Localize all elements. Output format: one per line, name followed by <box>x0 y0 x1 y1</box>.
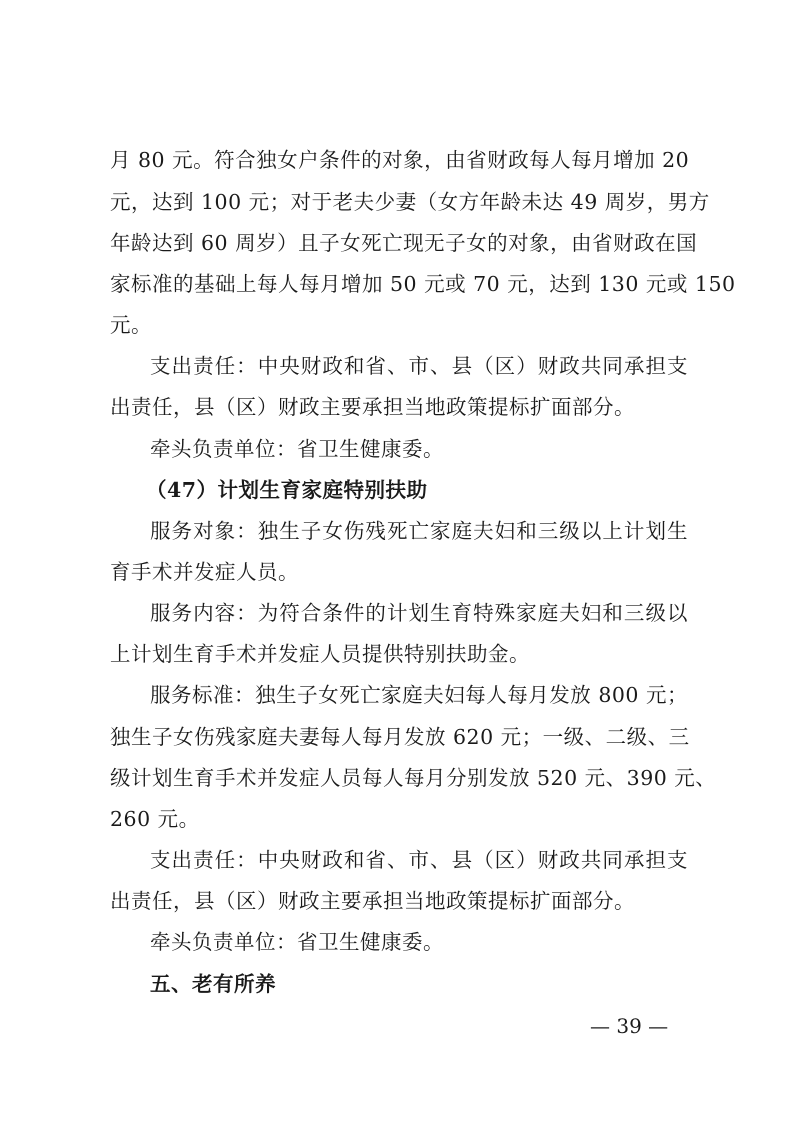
body-line: 元，达到 100 元；对于老夫少妻（女方年龄未达 49 周岁，男方 <box>110 190 710 214</box>
body-line: 家标准的基础上每人每月增加 50 元或 70 元，达到 130 元或 150 <box>110 272 736 296</box>
body-line: 独生子女伤残家庭夫妻每人每月发放 620 元；一级、二级、三 <box>110 725 690 749</box>
paragraph-start: 服务内容：为符合条件的计划生育特殊家庭夫妇和三级以 <box>150 601 688 625</box>
body-line: 育手术并发症人员。 <box>110 560 299 584</box>
body-line: 出责任，县（区）财政主要承担当地政策提标扩面部分。 <box>110 395 635 419</box>
paragraph-start: 支出责任：中央财政和省、市、县（区）财政共同承担支 <box>150 848 688 872</box>
body-line: 上计划生育手术并发症人员提供特别扶助金。 <box>110 642 530 666</box>
lead-unit-line: 牵头负责单位：省卫生健康委。 <box>150 930 444 954</box>
paragraph-start: 支出责任：中央财政和省、市、县（区）财政共同承担支 <box>150 354 688 378</box>
page-number: — 39 — <box>590 1014 669 1038</box>
body-line: 260 元。 <box>110 807 200 831</box>
chapter-heading: 五、老有所养 <box>150 972 276 996</box>
body-line: 年龄达到 60 周岁）且子女死亡现无子女的对象，由省财政在国 <box>110 231 698 255</box>
paragraph-start: 服务对象：独生子女伤残死亡家庭夫妇和三级以上计划生 <box>150 519 688 543</box>
body-line: 级计划生育手术并发症人员每人每月分别发放 520 元、390 元、 <box>110 766 717 790</box>
section-heading: （47）计划生育家庭特别扶助 <box>146 478 428 502</box>
body-line: 元。 <box>110 313 152 337</box>
lead-unit-line: 牵头负责单位：省卫生健康委。 <box>150 437 444 461</box>
paragraph-start: 服务标准：独生子女死亡家庭夫妇每人每月发放 800 元； <box>150 683 688 707</box>
body-line: 月 80 元。符合独女户条件的对象，由省财政每人每月增加 20 <box>110 148 690 172</box>
body-line: 出责任，县（区）财政主要承担当地政策提标扩面部分。 <box>110 889 635 913</box>
